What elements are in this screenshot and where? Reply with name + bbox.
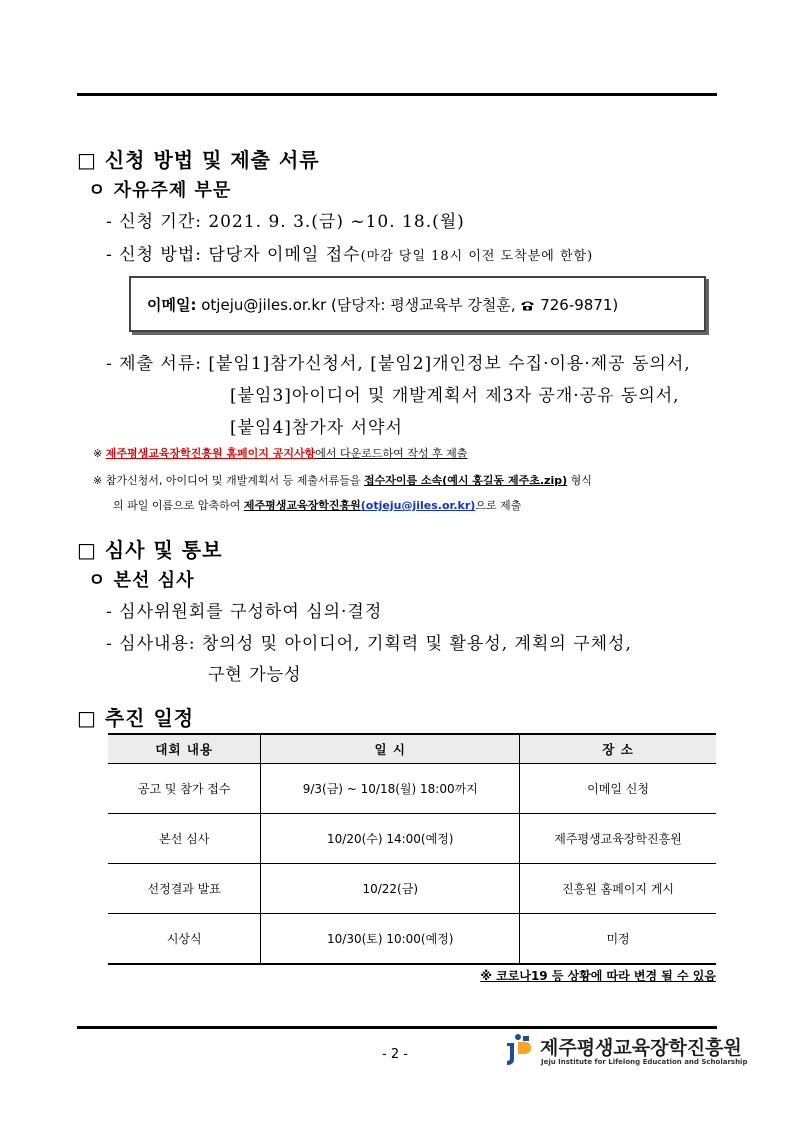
logo-korean-name: 제주평생교육장학진흥원 [540,1037,742,1059]
cell-datetime: 10/30(토) 10:00(예정) [261,914,520,965]
cell-place: 이메일 신청 [520,764,716,814]
homepage-notice-link[interactable]: 제주평생교육장학진흥원 홈페이지 공지사항 [105,447,316,460]
schedule-table [108,733,716,965]
phone-icon [520,296,535,314]
email-contact-text [147,294,618,315]
note-line2-part1: 의 파일 이름으로 압축하여 [113,499,244,512]
schedule-change-note: ※ 코로나19 등 상황에 따라 변경 될 수 있음 [480,969,716,983]
section-title-schedule: □ 추진 일정 [77,706,195,730]
phone-number: 726-9871) [535,296,619,314]
cell-place: 제주평생교육장학진흥원 [520,814,716,864]
table-row [108,864,716,914]
institute-email-link[interactable]: (otjeju@jiles.or.kr) [360,499,476,512]
logo-english-name: Jeju Institute for Lifelong Education and Scholarship [541,1058,748,1066]
subsection-free-topic: ㅇ 자유주제 부문 [88,180,232,201]
table-row [108,814,716,864]
email-contact-box [129,276,706,332]
submission-docs-line1: - 제출 서류: [붙임1]참가신청서, [붙임2]개인정보 수집·이용·제공 동의서, [106,354,691,374]
cell-place: 진흥원 홈페이지 게시 [520,864,716,914]
bottom-rule [77,1026,717,1029]
submission-docs-line2: [붙임3]아이디어 및 개발계획서 제3자 공개·공유 동의서, [230,386,680,406]
header-place: 장 소 [520,734,716,764]
review-line1: - 심사위원회를 구성하여 심의·결정 [106,602,383,622]
note-file-naming-line2 [113,497,521,513]
header-event: 대회 내용 [108,734,261,764]
note-download [93,445,467,461]
subsection-final-review: ㅇ 본선 심사 [88,570,195,591]
logo-mark-icon [504,1033,536,1067]
institute-logo [504,1033,748,1071]
institute-name: 제주평생교육장학진흥원 [243,499,361,512]
cell-datetime: 10/22(금) [261,864,520,914]
application-period: - 신청 기간: 2021. 9. 3.(금) ~10. 18.(월) [106,212,465,232]
cell-event: 선정결과 발표 [108,864,261,914]
cell-event: 시상식 [108,914,261,965]
top-rule [77,93,717,96]
method-deadline-text: (마감 당일 18시 이전 도착분에 한함) [360,249,594,264]
method-main-text: - 신청 방법: 담당자 이메일 접수 [106,245,361,265]
section-title-application: □ 신청 방법 및 제출 서류 [77,148,320,172]
cell-place: 미정 [520,914,716,965]
note-mark: ※ [93,474,106,487]
submission-docs-line3: [붙임4]참가자 서약서 [230,418,403,438]
section-title-review: □ 심사 및 통보 [77,538,223,562]
cell-datetime: 9/3(금) ~ 10/18(월) 18:00까지 [261,764,520,814]
email-label: 이메일: [147,296,197,314]
header-datetime: 일 시 [261,734,520,764]
note-mark: ※ [93,447,106,460]
email-address[interactable]: otjeju@jiles.or.kr (담당자: 평생교육부 강철훈, [196,296,521,314]
note-file-naming-part1: 참가신청서, 아이디어 및 개발계획서 등 제출서류들을 [105,474,364,487]
note-file-naming-part2: 형식 [567,474,592,487]
page-number: - 2 - [382,1047,408,1062]
review-line3: 구현 가능성 [208,665,302,685]
note-file-naming [93,472,592,488]
cell-event: 본선 심사 [108,814,261,864]
note-line2-rest: 으로 제출 [475,499,522,512]
review-line2: - 심사내용: 창의성 및 아이디어, 기획력 및 활용성, 계획의 구체성, [106,634,632,654]
application-method [106,240,593,265]
cell-event: 공고 및 참가 접수 [108,764,261,814]
table-header-row [108,734,716,764]
cell-datetime: 10/20(수) 14:00(예정) [261,814,520,864]
file-name-example: 접수자이름 소속(예시 홍길동 제주초.zip) [363,474,568,487]
note-download-rest: 에서 다운로드하여 작성 후 제출 [315,447,468,460]
table-row [108,764,716,814]
table-row [108,914,716,965]
